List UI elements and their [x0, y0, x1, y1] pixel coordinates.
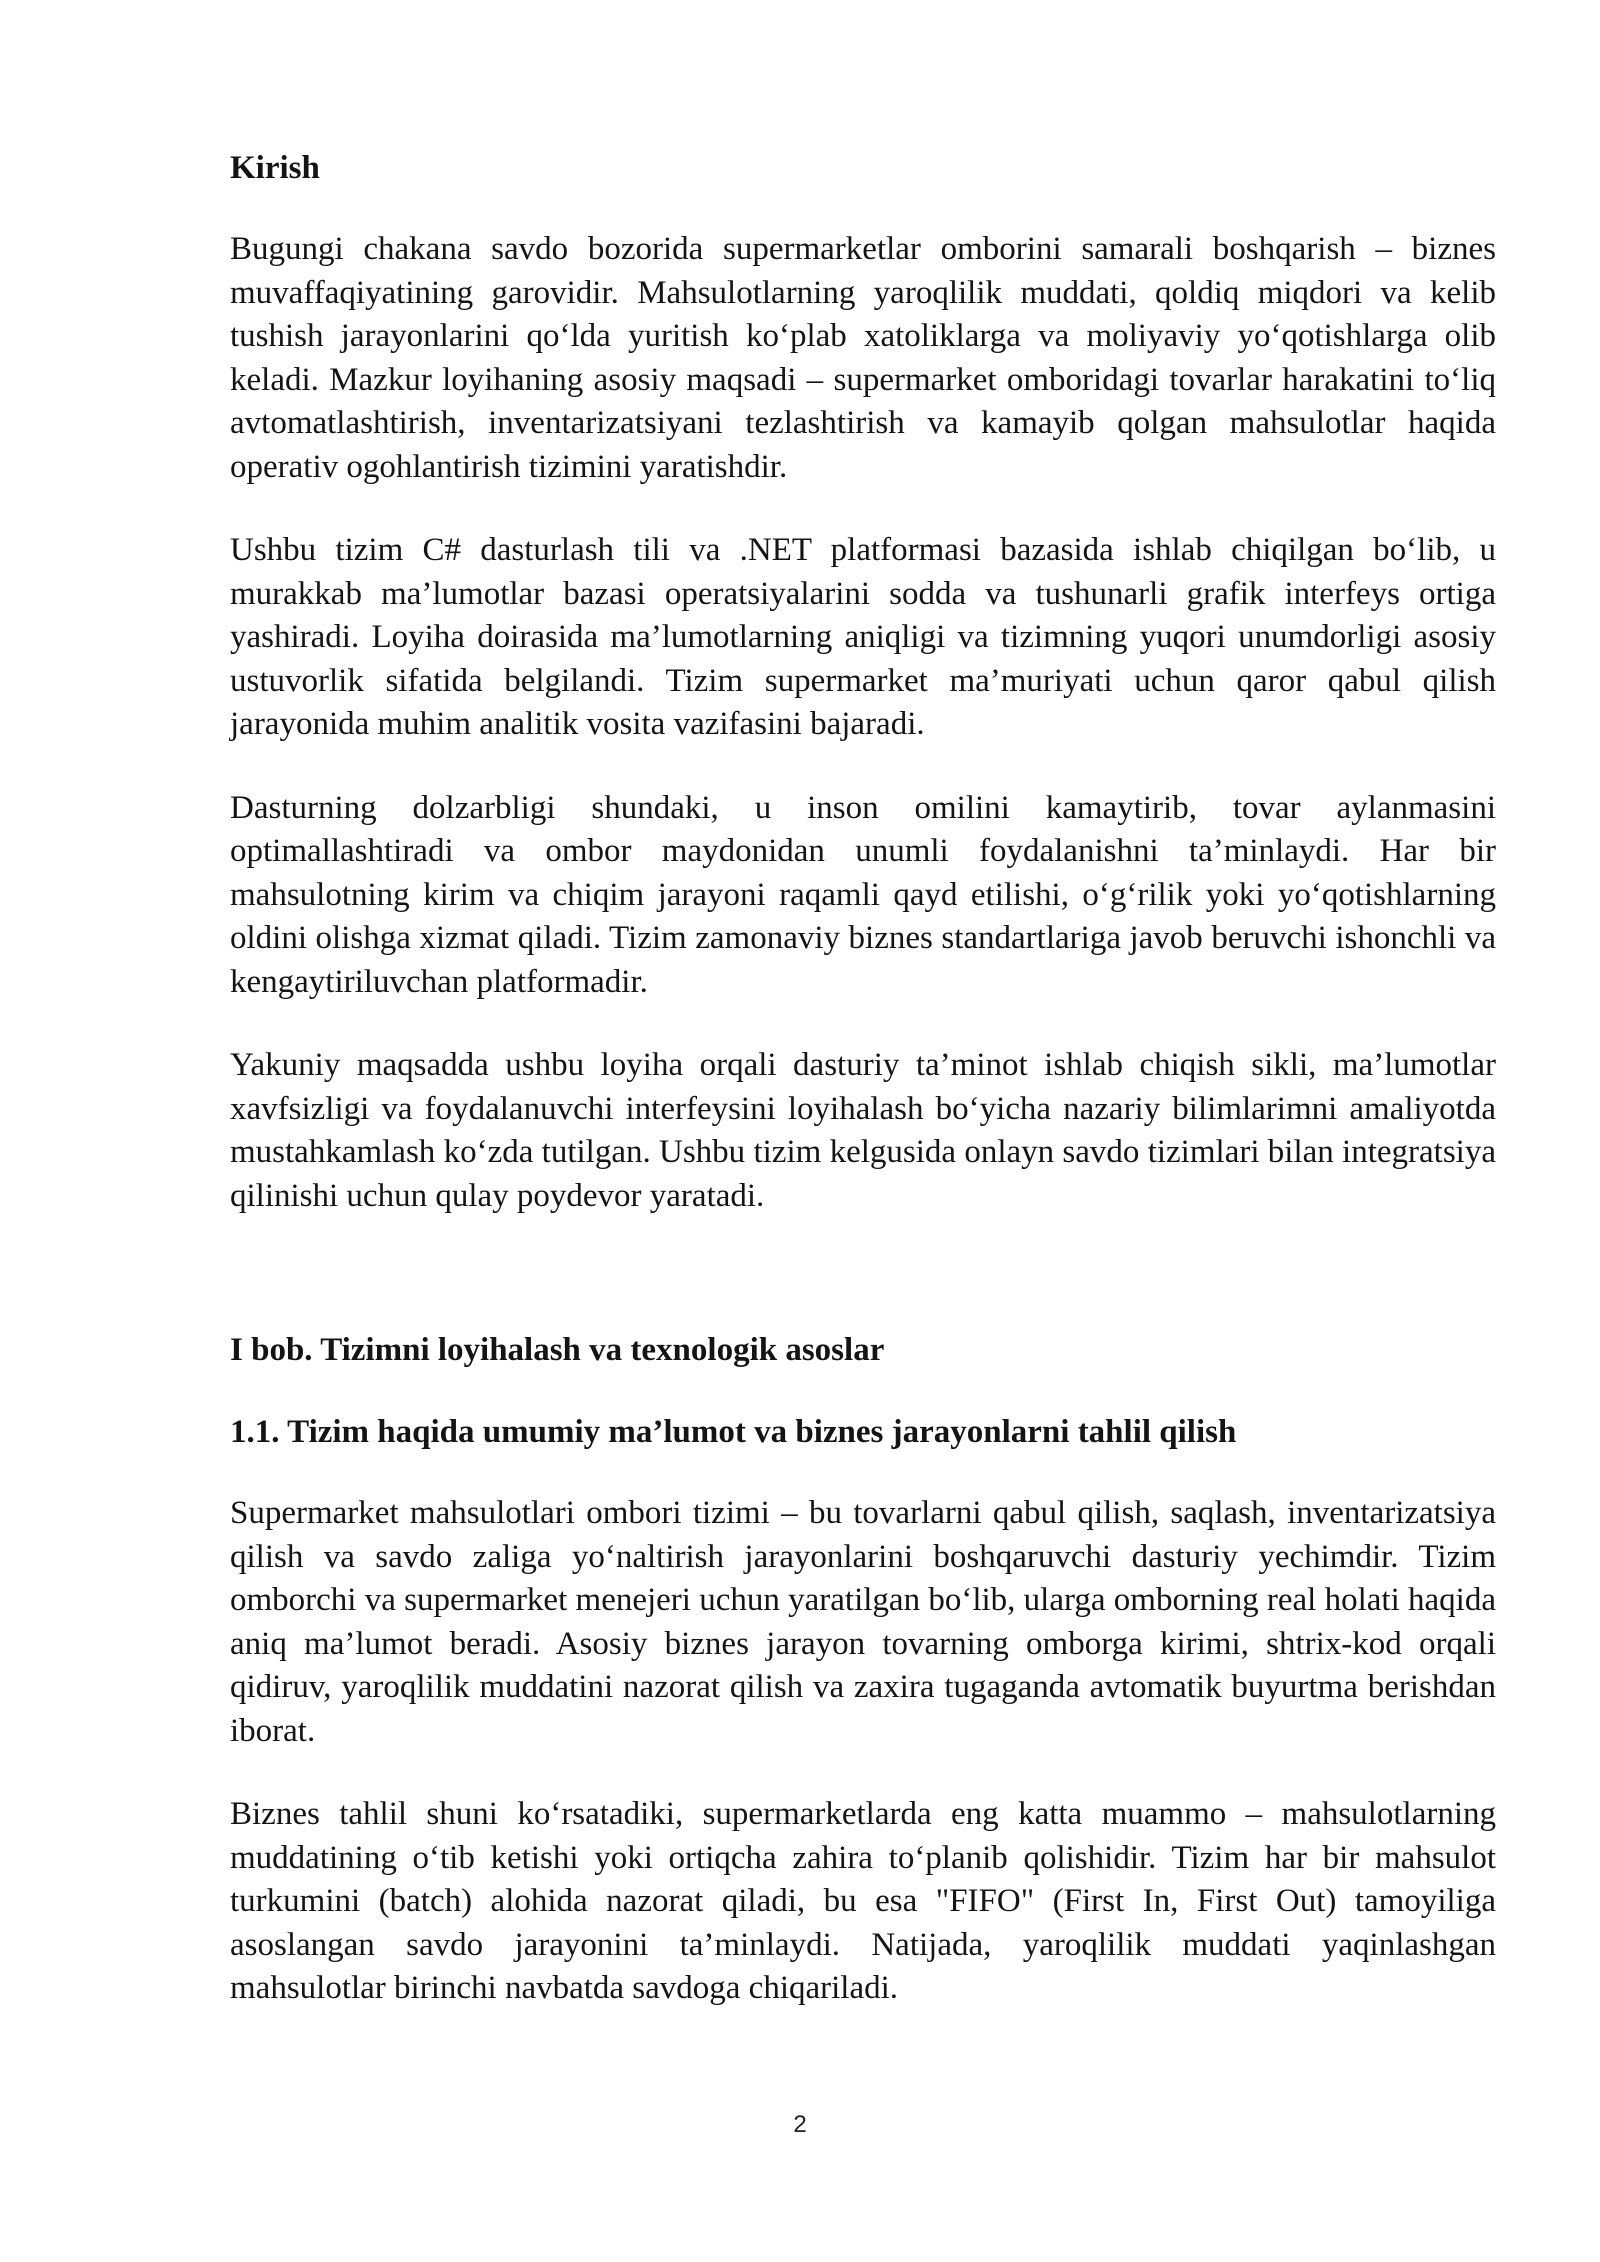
intro-paragraph-4: Yakuniy maqsadda ushbu loyiha orqali dasturiy ta’minot ishlab chiqish sikli, ma’lumotlar xavfsizligi va foydalanuvchi interfeysini loyihalash bo‘yicha nazariy bilimlarimni amaliyotda mustahkamlash ko‘zda tutilgan. Ushbu tizim kelgusida onlayn savdo tizimlari bilan integratsiya qilinishi uchun qulay poydevor yaratadi.: [230, 1047, 1496, 1214]
section-paragraph-2: Biznes tahlil shuni ko‘rsatadiki, supermarketlarda eng katta muammo – mahsulotlarning muddatining o‘tib ketishi yoki ortiqcha zahira to‘planib qolishidir. Tizim har bir mahsulot turkumini (batch) alohida nazorat qiladi, bu esa "FIFO" (First In, First Out) tamoyiliga asoslangan savdo jarayonini ta’minlaydi. Natijada, yaroqlilik muddati yaqinlashgan mahsulotlar birinchi navbatda savdoga chiqariladi.: [230, 1796, 1496, 2006]
section-heading: 1.1. Tizim haqida umumiy ma’lumot va biznes jarayonlarni tahlil qilish: [230, 1414, 1237, 1450]
intro-paragraph-2: Ushbu tizim C# dasturlash tili va .NET platformasi bazasida ishlab chiqilgan bo‘lib, u murakkab ma’lumotlar bazasi operatsiyalarini sodda va tushunarli grafik interfeys ortiga yashiradi. Loyiha doirasida ma’lumotlarning aniqligi va tizimning yuqori unumdorligi asosiy ustuvorlik sifatida belgilandi. Tizim supermarket ma’muriyati uchun qaror qabul qilish jarayonida muhim analitik vosita vazifasini bajaradi.: [230, 532, 1496, 742]
intro-paragraph-3: Dasturning dolzarbligi shundaki, u inson omilini kamaytirib, tovar aylanmasini optimallashtiradi va ombor maydonidan unumli foydalanishni ta’minlaydi. Har bir mahsulotning kirim va chiqim jarayoni raqamli qayd etilishi, o‘g‘rilik yoki yo‘qotishlarning oldini olishga xizmat qiladi. Tizim zamonaviy biznes standartlariga javob beruvchi ishonchli va kengaytiriluvchan platformadir.: [230, 789, 1496, 1000]
page-content: [230, 146, 1496, 2011]
chapter-heading: I bob. Tizimni loyihalash va texnologik asoslar: [230, 1332, 885, 1368]
intro-heading: Kirish: [230, 150, 320, 186]
page-number: 2: [793, 2111, 807, 2138]
intro-paragraph-1: Bugungi chakana savdo bozorida supermarketlar omborini samarali boshqarish – biznes muvaffaqiyatining garovidir. Mahsulotlarning yaroqlilik muddati, qoldiq miqdori va kelib tushish jarayonlarini qo‘lda yuritish ko‘plab xatoliklarga va moliyaviy yo‘qotishlarga olib keladi. Mazkur loyihaning asosiy maqsadi – supermarket omboridagi tovarlar harakatini to‘liq avtomatlashtirish, inventarizatsiyani tezlashtirish va kamayib qolgan mahsulotlar haqida operativ ogohlantirish tizimini yaratishdir.: [230, 231, 1496, 485]
section-paragraph-1: Supermarket mahsulotlari ombori tizimi – bu tovarlarni qabul qilish, saqlash, inventarizatsiya qilish va savdo zaliga yo‘naltirish jarayonlarini boshqaruvchi dasturiy yechimdir. Tizim omborchi va supermarket menejeri uchun yaratilgan bo‘lib, ularga omborning real holati haqida aniq ma’lumot beradi. Asosiy biznes jarayon tovarning omborga kirimi, shtrix-kod orqali qidiruv, yaroqlilik muddatini nazorat qilish va zaxira tugaganda avtomatik buyurtma berishdan iborat.: [230, 1495, 1496, 1749]
